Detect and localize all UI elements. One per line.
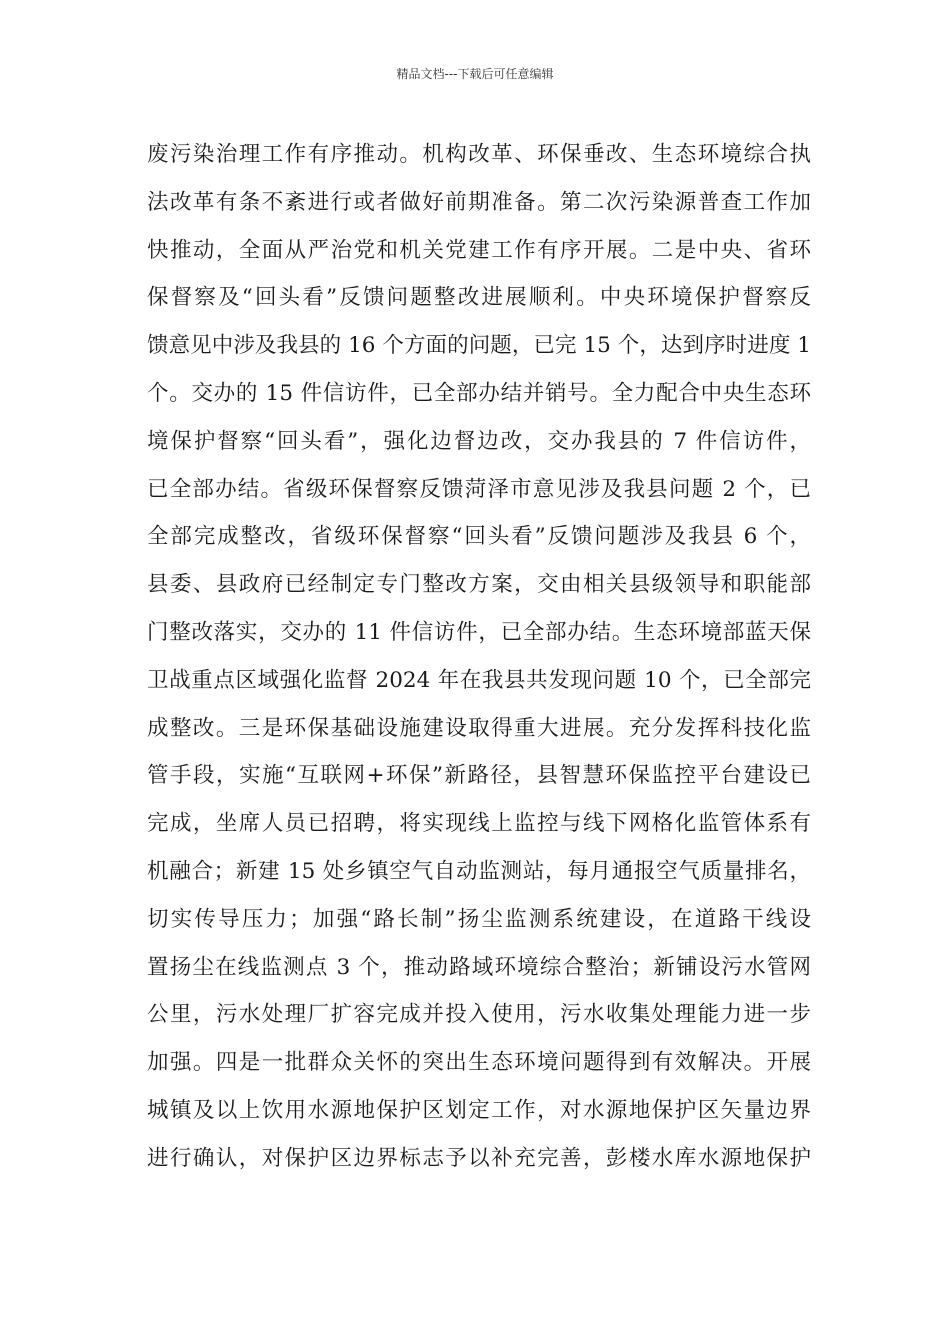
text-line: 废污染治理工作有序推动。机构改革、环保垂改、生态环境综合执 [147, 142, 811, 167]
text-line: 已全部办结。省级环保督察反馈菏泽市意见涉及我县问题 2 个，已 [147, 476, 811, 502]
text-line: 县委、县政府已经制定专门整改方案，交由相关县级领导和职能部 [147, 572, 811, 598]
text-line: 个。交办的 15 件信访件，已全部办结并销号。全力配合中央生态环 [147, 380, 811, 406]
text-line: 进行确认，对保护区边界标志予以补充完善，彭楼水库水源地保护 [147, 1145, 811, 1171]
text-line: 加强。四是一批群众关怀的突出生态环境问题得到有效解决。开展 [147, 1050, 811, 1076]
text-line: 境保护督察“回头看”，强化边督边改，交办我县的 7 件信访件， [147, 428, 811, 454]
text-line: 置扬尘在线监测点 3 个，推动路域环境综合整治；新铺设污水管网 [147, 954, 811, 980]
text-line: 快推动，全面从严治党和机关党建工作有序开展。二是中央、省环 [147, 237, 811, 263]
text-line: 城镇及以上饮用水源地保护区划定工作，对水源地保护区矢量边界 [147, 1097, 811, 1123]
text-line: 门整改落实，交办的 11 件信访件，已全部办结。生态环境部蓝天保 [147, 619, 811, 645]
text-line: 保督察及“回头看”反馈问题整改进展顺利。中央环境保护督察反 [147, 285, 811, 311]
text-line: 完成，坐席人员已招聘，将实现线上监控与线下网格化监管体系有 [147, 811, 811, 837]
text-line: 法改革有条不紊进行或者做好前期准备。第二次污染源普查工作加 [147, 189, 811, 215]
text-line: 卫战重点区域强化监督 2024 年在我县共发现问题 10 个，已全部完 [147, 667, 811, 693]
text-line: 成整改。三是环保基础设施建设取得重大进展。充分发挥科技化监 [147, 715, 811, 741]
text-line: 馈意见中涉及我县的 16 个方面的问题，已完 15 个，达到序时进度 1 [147, 333, 811, 359]
text-line: 全部完成整改，省级环保督察“回头看”反馈问题涉及我县 6 个， [147, 524, 811, 550]
text-line: 切实传导压力；加强“路长制”扬尘监测系统建设，在道路干线设 [147, 906, 811, 932]
text-line: 机融合；新建 15 处乡镇空气自动监测站，每月通报空气质量排名， [147, 858, 811, 884]
document-body [147, 131, 811, 1183]
page-header [0, 66, 950, 82]
header-text: 精品文档---下载后可任意编辑 [396, 67, 554, 81]
text-line: 公里，污水处理厂扩容完成并投入使用，污水收集处理能力进一步 [147, 1002, 811, 1028]
text-line: 管手段，实施“互联网+环保”新路径，县智慧环保监控平台建设已 [147, 763, 811, 789]
